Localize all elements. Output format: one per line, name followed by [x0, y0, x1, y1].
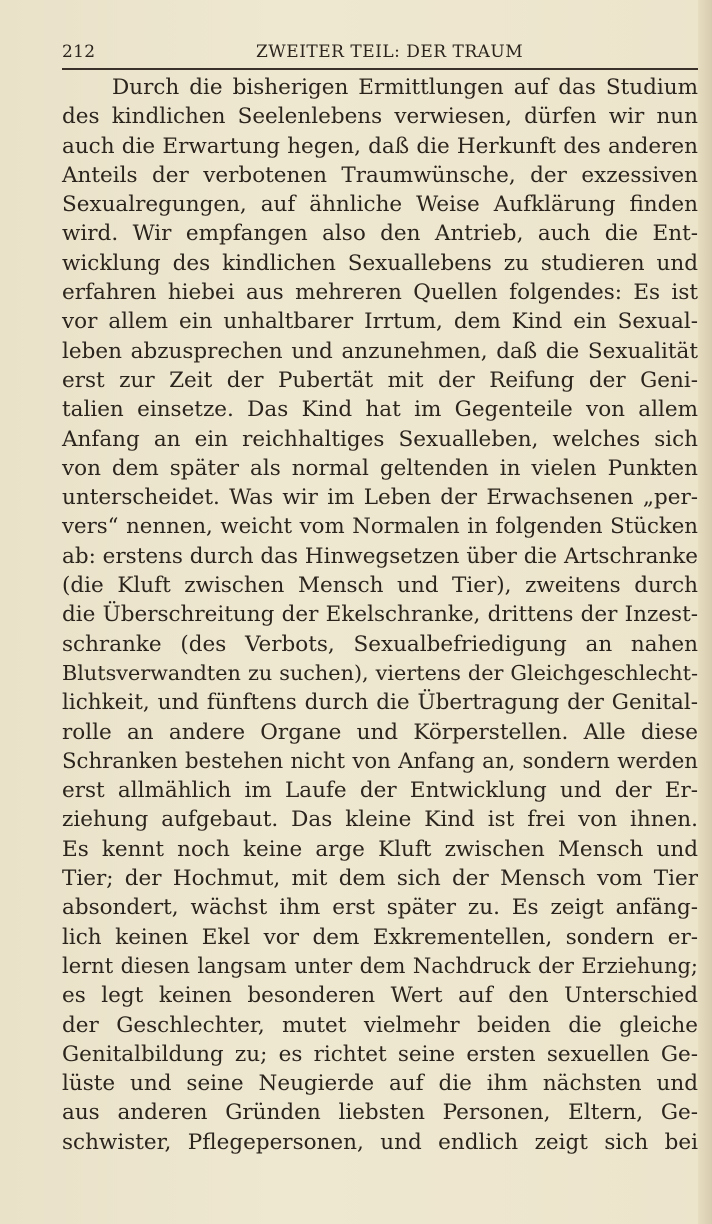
text-line: lichkeit, und fünftens durch die Übertragung der Genital-	[62, 690, 698, 716]
text-line: leben abzusprechen und anzunehmen, daß die Sexualität	[62, 338, 698, 364]
text-line: vor allem ein unhaltbarer Irrtum, dem Kind ein Sexual-	[62, 309, 698, 335]
text-line: schwister, Pflegepersonen, und endlich zeigt sich bei	[62, 1129, 698, 1155]
text-line: Sexualregungen, auf ähnliche Weise Aufklärung finden	[62, 192, 698, 218]
running-title: ZWEITER TEIL: DER TRAUM	[256, 42, 524, 62]
text-line: wicklung des kindlichen Sexuallebens zu studieren und	[62, 250, 698, 276]
text-line: erst zur Zeit der Pubertät mit der Reifung der Geni-	[62, 367, 698, 393]
text-line: von dem später als normal geltenden in vielen Punkten	[62, 455, 698, 481]
text-line: aus anderen Gründen liebsten Personen, Eltern, Ge-	[62, 1100, 698, 1126]
text-line: lich keinen Ekel vor dem Exkrementellen, sondern er-	[62, 924, 698, 950]
text-line: des kindlichen Seelenlebens verwiesen, dürfen wir nun	[62, 104, 698, 130]
text-line: talien einsetze. Das Kind hat im Gegenteile von allem	[62, 397, 698, 423]
text-line: Durch die bisherigen Ermittlungen auf das Studium	[112, 75, 698, 100]
text-line: lüste und seine Neugierde auf die ihm nächsten und	[62, 1071, 698, 1097]
text-line: (die Kluft zwischen Mensch und Tier), zweitens durch	[62, 573, 698, 599]
text-line: Anteils der verbotenen Traumwünsche, der exzessiven	[62, 162, 698, 188]
page-header	[62, 40, 698, 70]
text-line: es legt keinen besonderen Wert auf den Unterschied	[62, 983, 698, 1009]
text-line: wird. Wir empfangen also den Antrieb, auch die Ent-	[62, 221, 698, 247]
text-line: vers“ nennen, weicht vom Normalen in folgenden Stücken	[62, 514, 698, 540]
text-line: der Geschlechter, mutet vielmehr beiden die gleiche	[62, 1012, 698, 1038]
text-line: lernt diesen langsam unter dem Nachdruck der Erziehung;	[62, 953, 698, 978]
text-line: ab: erstens durch das Hinwegsetzen über die Artschranke	[62, 543, 699, 569]
text-line: erfahren hiebei aus mehreren Quellen folgendes: Es ist	[62, 280, 698, 306]
text-line: absondert, wächst ihm erst später zu. Es zeigt anfäng-	[62, 895, 698, 921]
text-line: erst allmählich im Laufe der Entwicklung und der Er-	[62, 778, 698, 804]
text-line: Schranken bestehen nicht von Anfang an, sondern werden	[62, 748, 698, 774]
text-line: Tier; der Hochmut, mit dem sich der Mensch vom Tier	[62, 866, 698, 892]
body-paragraph	[62, 73, 698, 1157]
page-edge	[698, 0, 712, 1224]
text-line: auch die Erwartung hegen, daß die Herkunft des anderen	[62, 133, 698, 159]
text-line: rolle an andere Organe und Körperstellen. Alle diese	[62, 719, 698, 745]
text-line: schranke (des Verbots, Sexualbefriedigung an nahen	[62, 631, 698, 657]
text-line: Es kennt noch keine arge Kluft zwischen Mensch und	[62, 836, 698, 862]
text-line: Blutsverwandten zu suchen), viertens der Gleichgeschlecht-	[62, 660, 698, 685]
text-line: die Überschreitung der Ekelschranke, drittens der Inzest-	[62, 602, 698, 628]
text-line: unterscheidet. Was wir im Leben der Erwachsenen „per-	[62, 485, 698, 511]
text-line: Anfang an ein reichhaltiges Sexualleben, welches sich	[62, 426, 698, 452]
text-line: ziehung aufgebaut. Das kleine Kind ist frei von ihnen.	[62, 807, 698, 833]
page-number: 212	[62, 42, 96, 62]
text-line: Genitalbildung zu; es richtet seine ersten sexuellen Ge-	[62, 1041, 698, 1067]
